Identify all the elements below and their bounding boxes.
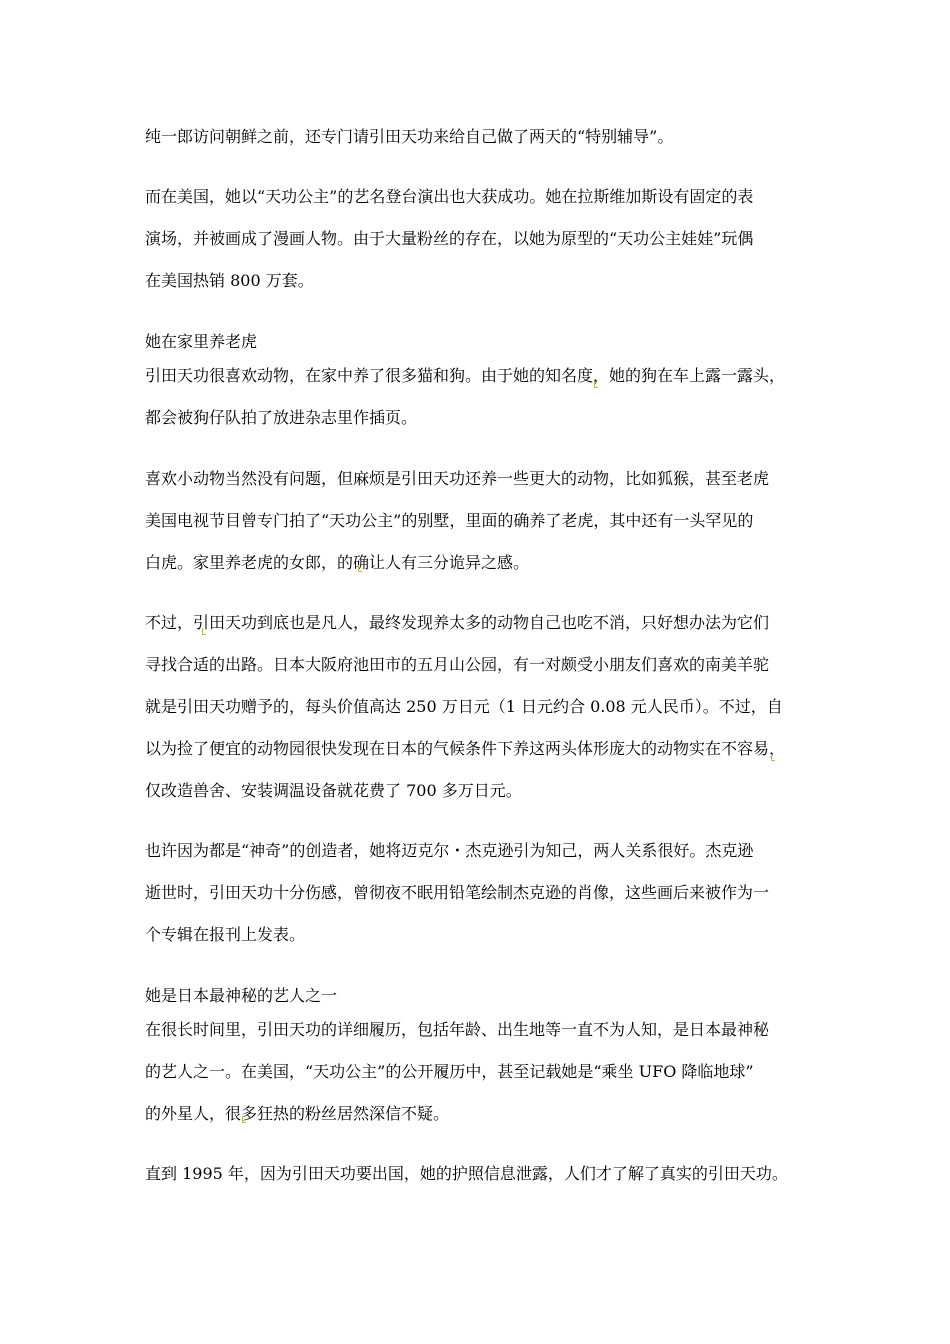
text-line: 寻找合适的出路。日本大阪府池田市的五月山公园，有一对颇受小朋友们喜欢的南美羊驼	[145, 655, 770, 674]
text-line: 逝世时，引田天功十分伤感，曾彻夜不眠用铅笔绘制杰克逊的肖像，这些画后来被作为一	[145, 883, 770, 902]
text-line: 白虎。家里养老虎的女郎，的确让人有三分诡异之感。	[145, 553, 530, 572]
text-line: 直到 1995 年，因为引田天功要出国，她的护照信息泄露，人们才了解了真实的引田天功。	[145, 1164, 788, 1183]
section-heading: 她在家里养老虎	[145, 332, 258, 351]
text-line: 纯一郎访问朝鲜之前，还专门请引田天功来给自己做了两天的“特别辅导”。	[145, 127, 674, 146]
text-line: 的外星人，很多狂热的粉丝居然深信不疑。	[145, 1104, 450, 1123]
text-line: 引田天功很喜欢动物，在家中养了很多猫和狗。由于她的知名度，她的狗在车上露一露头，	[145, 366, 786, 385]
section-heading: 她是日本最神秘的艺人之一	[145, 986, 338, 1005]
text-line: 仅改造兽舍、安装调温设备就花费了 700 多万日元。	[145, 781, 522, 800]
text-line: 以为捡了便宜的动物园很快发现在日本的气候条件下养这两头体形庞大的动物实在不容易，	[145, 739, 786, 758]
text-line: 就是引田天功赠予的，每头价值高达 250 万日元（1 日元约合 0.08 元人民币）。不过，自	[145, 697, 783, 716]
edit-mark-icon	[358, 565, 362, 572]
text-line: 美国电视节目曾专门拍了“天功公主”的别墅，里面的确养了老虎，其中还有一头罕见的	[145, 511, 754, 530]
text-line: 也许因为都是“神奇”的创造者，她将迈克尔・杰克逊引为知己，两人关系很好。杰克逊	[145, 841, 754, 860]
text-line: 而在美国，她以“天功公主”的艺名登台演出也大获成功。她在拉斯维加斯设有固定的表	[145, 187, 754, 206]
text-line: 的艺人之一。在美国，“天功公主”的公开履历中，甚至记载她是“乘坐 UFO 降临地球”	[145, 1062, 754, 1081]
text-line: 都会被狗仔队拍了放进杂志里作插页。	[145, 408, 418, 427]
text-line: 个专辑在报刊上发表。	[145, 925, 306, 944]
edit-mark-icon	[242, 1116, 246, 1123]
edit-mark-icon	[202, 628, 206, 635]
text-line: 在很长时间里，引田天功的详细履历，包括年龄、出生地等一直不为人知，是日本最神秘	[145, 1020, 770, 1039]
edit-mark-icon	[594, 381, 598, 388]
text-line: 喜欢小动物当然没有问题，但麻烦是引田天功还养一些更大的动物，比如狐猴，甚至老虎	[145, 469, 770, 488]
document-page	[145, 0, 815, 1344]
text-line: 不过，引田天功到底也是凡人，最终发现养太多的动物自己也吃不消，只好想办法为它们	[145, 613, 770, 632]
edit-mark-icon	[771, 754, 775, 761]
text-line: 在美国热销 800 万套。	[145, 271, 314, 290]
text-line: 演场，并被画成了漫画人物。由于大量粉丝的存在，以她为原型的“天功公主娃娃”玩偶	[145, 229, 754, 248]
